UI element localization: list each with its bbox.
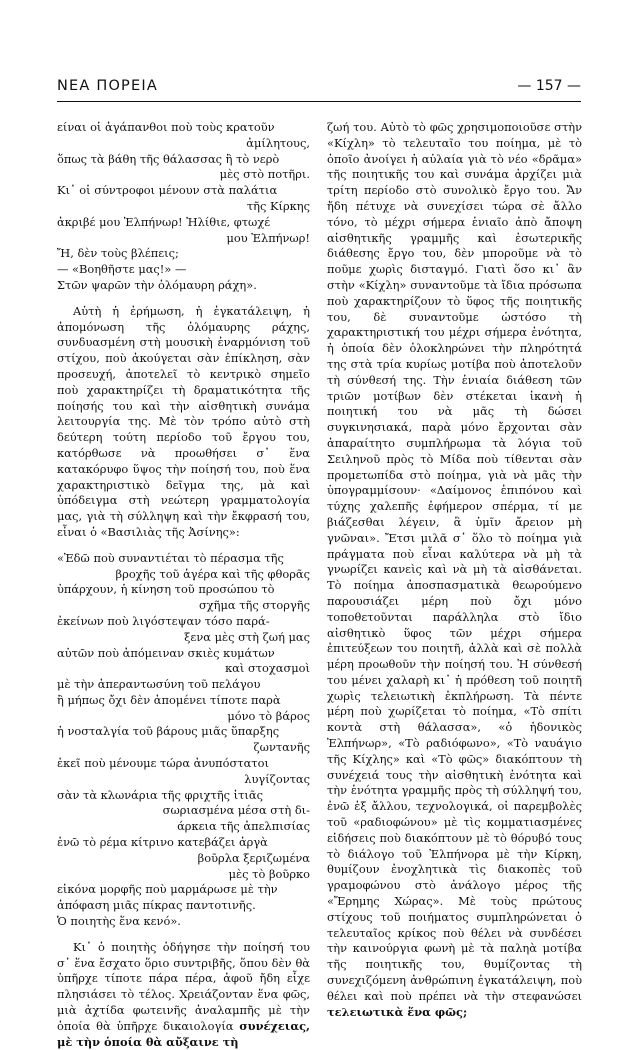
right-column <box>327 120 582 1020</box>
verse-line: σωριασμένα μέσα στὴ δι- <box>162 803 310 818</box>
verse-line: καὶ στοχασμοὶ <box>225 661 310 676</box>
verse-line: Κι᾽ οἱ σύντροφοι μένουν στὰ παλάτια <box>57 183 278 198</box>
page-number: — 157 — <box>517 78 581 94</box>
verse-line: ὑπάρχουν, ἡ κίνηση τοῦ προσώπου τὸ <box>57 582 275 597</box>
verse-line: μὲς τὸ βοῦρκο <box>228 866 310 881</box>
verse-line: αὐτῶν ποὺ ἀπόμειναν σκιὲς κυμάτων <box>57 645 275 660</box>
verse-line: μὲ τὴν ἀπεραντωσύνη τοῦ πελάγου <box>57 677 261 692</box>
verse-line: ἀκριβέ μου Ἐλπήνωρ! Ἠλίθιε, φτωχέ <box>57 214 271 229</box>
verse-line: «Ἐδῶ ποὺ συναντιέται τὸ πέρασμα τῆς <box>57 550 284 565</box>
verse-line: βροχῆς τοῦ ἀγέρα καὶ τῆς φθορᾶς <box>115 566 310 581</box>
body-paragraph: Αὐτὴ ἡ ἐρήμωση, ἡ ἐγκατάλειψη, ἡ ἀπομόνωση τῆς ὁλόμαυρης ράχης, συνδυασμένη στὴ μουσικὴ ἐναρμόνιση τοῦ στίχου, ποὺ ἀκούγεται σὰν ἐπίκληση, σὰν προσευχή, ἀποτελεῖ τὸ κεντρικὸ σημεῖο ποὺ χαρακτηρίζει τὴ δραματικότητα τῆς ποίησής του καὶ τὴν αἰσθητικὴ συνάμα λειτουργία της. Μὲ τὸν τρόπο αὐτὸ στὴ δεύτερη τούτη περίοδο τοῦ ἔργου του, κατόρθωσε νὰ προωθήσει σ᾽ ἕνα κατακόρυφο ὕψος τὴν ποίησή του, ποὺ ἕνα χαρακτηριστικὸ δεῖγμα της, μὰ καὶ ὑπόδειγμα στὴ νεώτερη γραμματολογία μας, γιὰ τὴ σύλληψη καὶ τὴν ἔκφρασή του, εἶναι ὁ «Βασιλιὰς τῆς Ἀσίνης»: <box>57 303 310 539</box>
verse-line: — «Βοηθῆστε μας!» — <box>57 262 187 277</box>
verse-line: μόνο τὸ βάρος <box>227 708 310 723</box>
header-rule <box>57 101 581 102</box>
body-paragraph <box>327 120 582 1020</box>
paragraph-text: Κι᾽ ὁ ποιητὴς ὁδήγησε τὴν ποίησή του σ᾽ ἕνα ἔσχατο ὅριο συντριβῆς, ὅπου δὲν θὰ ὑπῆρχε τίποτε πάρα πέρα, ἀφοῦ ἤδη εἶχε πλησιάσει τὸ τέλος. Χρειάζονταν ἕνα φῶς, μιὰ ἀχτίδα φωτεινῆς ἀναλαμπῆς μὲ τὴν ὁποία θὰ ὑπῆρχε δικαιολογία <box>57 939 310 1033</box>
verse-line: ἀπόφαση μιᾶς πίκρας παντοτινῆς. <box>57 898 256 913</box>
running-header <box>57 78 581 102</box>
verse-line: άρκεια τῆς ἀπελπισίας <box>177 819 310 834</box>
verse-line: ὅπως τὰ βάθη τῆς θάλασσας ἢ τὸ νερὸ <box>57 151 280 166</box>
verse-line: Στῶν ψαρῶν τὴν ὁλόμαυρη ράχη». <box>57 277 257 292</box>
verse-line: ζωντανῆς <box>253 740 310 755</box>
verse-line: μὲς στὸ ποτῆρι. <box>219 167 310 182</box>
poem-excerpt-1 <box>57 120 310 294</box>
body-paragraph <box>57 940 310 1050</box>
verse-line: σχῆμα τῆς στοργῆς <box>199 598 310 613</box>
paragraph-bold-text: συνέχειας, μὲ τὴν ὁποία θὰ αὔξαινε τὴ <box>57 1018 310 1049</box>
verse-line: ἀμίλητους, <box>246 135 310 150</box>
verse-line: ἢ μήπως ὄχι δὲν ἀπομένει τίποτε παρὰ <box>57 692 281 707</box>
paragraph-text: ζωή του. Αὐτὸ τὸ φῶς χρησιμοποιοῦσε στὴν «Κίχλη» τὸ τελευταῖο του ποίημα, μὲ τὸ ὁποῖο ἀνοίγει ἡ αὐλαία γιὰ τὸ νέο «δρᾶμα» τῆς ποιητικῆς του καὶ συνάμα ἀρχίζει μιὰ τρίτη περίοδο στὸ συνολικὸ ἔργο του. Ἄν ἤδη πέτυχε νὰ συνεχίσει τώρα σὲ ἄλλο τόνο, τὸ μέχρι σήμερα ἑνιαῖο ἀπὸ ἄποψη αἰσθητικῆς γραμμῆς καὶ ἐσωτερικῆς διάθεσης ἔργο του, δὲν μποροῦμε νὰ τὸ ποῦμε χωρὶς δισταγμό. Γιατὶ ὅσο κι᾽ ἂν στὴν «Κίχλη» συναντοῦμε τὰ ἴδια πρόσωπα ποὺ χαρακτηρίζουν τὸ ὕφος τῆς ποιητικῆς του, δὲ συναντοῦμε ὡστόσο τὴ χαρακτηριστική του μέχρι σήμερα ἑνότητα, ἡ ὁποία δὲν ὁλοκληρώνει τὴν πληρότητά της στὰ τρία κυρίως μοτίβα ποὺ ἀποτελοῦν τὴ σύνθεσή της. Τὴν ἑνιαία διάθεση τῶν τριῶν μοτίβων δὲν στέκεται ἱκανὴ ἡ ποιητική του νὰ μᾶς τὴ δώσει συγκινησιακά, παρὰ μόνο ἔρχονται σὰν ἀπαραίτητο συμπλήρωμα τὰ λόγια τοῦ Σειληνοῦ πρὸς τὸ Μίδα ποὺ τίθενται σὰν προμετωπίδα στὸ ποίημα, γιὰ νὰ μᾶς τὴν ὑπογραμμίσουν· «Δαίμονος ἐπιπόνου καὶ τύχης χαλεπῆς ἐφήμερον σπέρμα, τί με βιάζεσθαι λέγειν, ἃ ὑμῖν ἄρειον μὴ γνῶναι». Ἔτσι μιλᾶ σ᾽ ὅλο τὸ ποίημα γιὰ πράγματα ποὺ εἶναι καλύτερα νὰ μὴ τὰ γνωρίζει κανεὶς καὶ νὰ μὴ τὰ αἰσθάνεται. Τὸ ποίημα ἀποσπασματικὰ θεωρούμενο παρουσιάζει μέρη ποὺ ὄχι μόνο τοποθετοῦνται παράλληλα στὸ ἴδιο αἰσθητικὸ ὕφος τῶν μέχρι σήμερα ἐπιτεύξεων του ποιητῆ, ἀλλὰ καὶ σὲ πολλὰ μέρη προωθοῦν τὴν ποίησή του. Ἡ σύνθεσή του μένει χαλαρὴ κι᾽ ἡ πρόθεση τοῦ ποιητῆ χωρὶς τελειωτικὴ ἐκπλήρωση. Τὰ πέντε μέρη ποὺ χωρίζεται τὸ ποίημα, «Τὸ σπίτι κοντὰ στὴ θάλασσα», «ὁ ἡδονικὸς Ἐλπήνωρ», «Τὸ ραδιόφωνο», «Τὸ ναυάγιο τῆς Κίχλης» καὶ «Τὸ φῶς» διακόπτουν τὴ συνέχειά τους τὴν αἰσθητικὴ ἑνότητα καὶ τὴν ἑνότητα γραμμῆς πρὸς τὴ σύλληψή του, ἐνῶ ἐξ ἄλλου, τεχνολογικά, οἱ παρεμβολὲς τοῦ «ραδιοφώνου» μὲ τὶς κομματιασμένες εἰδήσεις ποὺ διακόπτουν μὲ τὸ θόρυβό τους τὸ διάλογο τοῦ Ἐλπήνορα μὲ τὴν Κίρκη, θυμίζουν ἐνοχλητικὰ τὶς διακοπὲς τοῦ γραμοφώνου στὸ ἀνάλογο μέρος τῆς «Ἔρημης Χώρας». Μὲ τοὺς πρώτους στίχους τοῦ ποιήματος συμπληρώνεται ὁ τελευταῖος κρίκος ποὺ θέλει νὰ συνδέσει τὴν καινούργια φωνὴ μὲ τὰ παληὰ μοτίβα τῆς ποιητικῆς του, θυμίζοντας τὴ συνεχιζόμενη ἀνθρώπινη ἐγκατάλειψη, ποὺ θέλει καὶ ποὺ πρέπει νὰ τὴν στεφανώσει <box>327 120 582 1003</box>
left-column <box>57 120 310 1050</box>
verse-line: ἐκείνων ποὺ λιγόστεψαν τόσο παρά- <box>57 613 270 628</box>
poem-excerpt-2 <box>57 551 310 930</box>
verse-line: σὰν τὰ κλωνάρια τῆς φριχτῆς ἰτιᾶς <box>57 787 263 802</box>
verse-line: Ἤ, δὲν τοὺς βλέπεις; <box>57 246 179 261</box>
verse-line: βοῦρλα ξεριζωμένα <box>197 850 310 865</box>
verse-line: ἐκεῖ ποὺ μένουμε τώρα ἀνυπόστατοι <box>57 756 269 771</box>
verse-line: Ὁ ποιητὴς ἕνα κενό». <box>57 914 181 929</box>
verse-line: ἡ νοσταλγία τοῦ βάρους μιᾶς ὕπαρξης <box>57 724 280 739</box>
journal-title: ΝΕΑ ΠΟΡΕΙΑ <box>57 78 158 94</box>
paragraph-bold-text: τελειωτικὰ ἕνα φῶς; <box>327 1004 468 1019</box>
verse-line: ξενα μὲς στὴ ζωή μας <box>184 629 310 644</box>
verse-line: τῆς Κίρκης <box>246 198 310 213</box>
verse-line: λυγίζοντας <box>244 771 310 786</box>
verse-line: ἐνῶ τὸ ρέμα κίτρινο κατεβάζει ἀργὰ <box>57 835 268 850</box>
verse-line: μου Ἐλπήνωρ! <box>226 230 310 245</box>
verse-line: είναι οἱ ἀγάπανθοι ποὺ τοὺς κρατοῦν <box>57 120 275 134</box>
verse-line: εἰκόνα μορφῆς ποὺ μαρμάρωσε μὲ τὴν <box>57 882 278 897</box>
